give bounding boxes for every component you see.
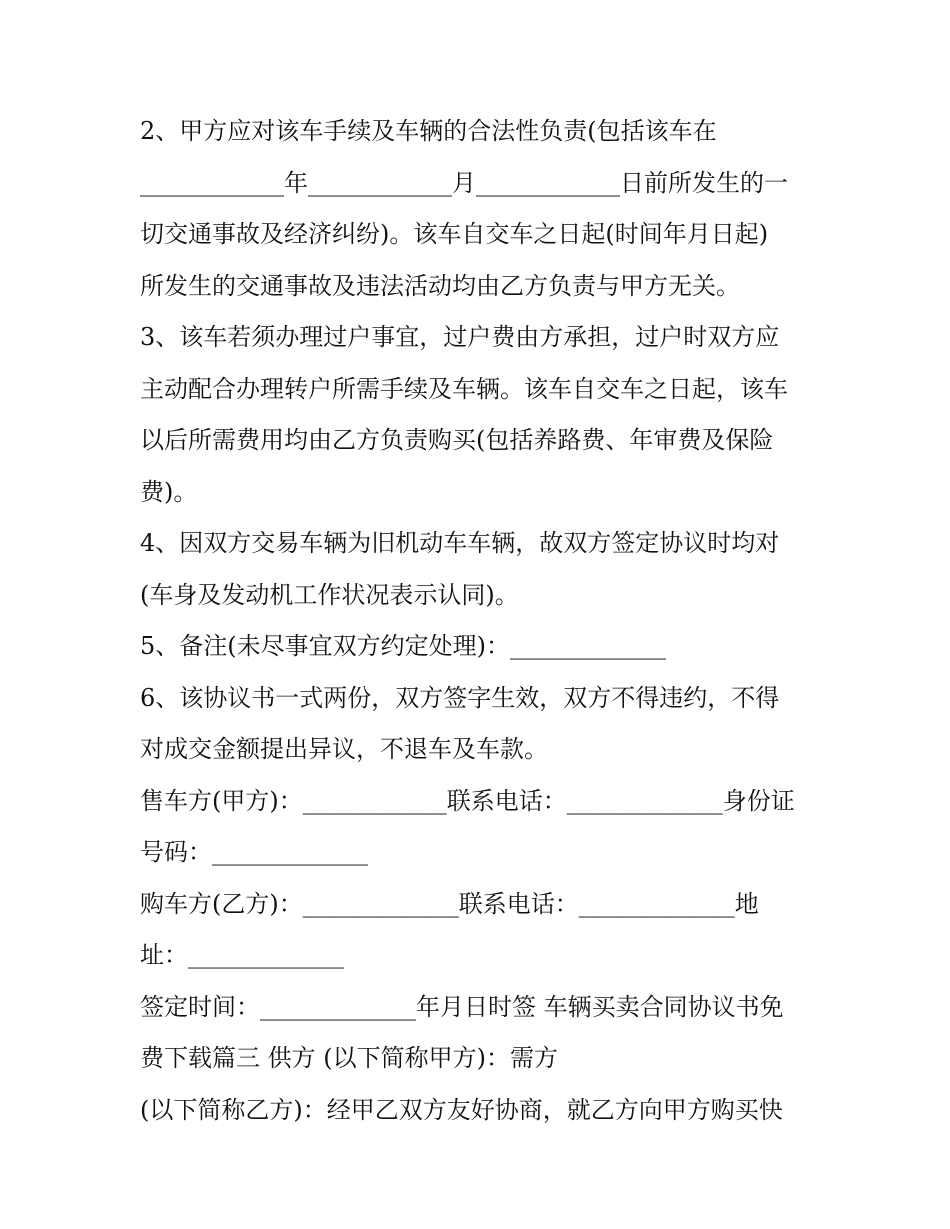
clause-2-line-3: 切交通事故及经济纠纷)。该车自交车之日起(时间年月日起)	[140, 220, 769, 248]
contract-three-intro-line-2: (以下简称乙方)：经甲乙双方友好协商，就乙方向甲方购买快	[140, 1095, 783, 1124]
clause-5-line: 5、备注(未尽事宜双方约定处理)：_____________	[140, 632, 666, 660]
clause-2-line-1: 2、甲方应对该车手续及车辆的合法性负责(包括该车在	[140, 117, 717, 145]
clause-2-line-2: ____________年____________月____________日前所发生的一	[140, 168, 788, 197]
clause-3-line-2: 主动配合办理转户所需手续及车辆。该车自交车之日起，该车	[140, 374, 788, 403]
clause-6-line-2: 对成交金额提出异议，不退车及车款。	[140, 735, 548, 763]
signing-date-line: 签定时间：_____________年月日时签 车辆买卖合同协议书免	[140, 992, 784, 1021]
document-body	[140, 106, 830, 1136]
buyer-info-line-2: 址：_____________	[140, 941, 344, 969]
clause-2-line-4: 所发生的交通事故及违法活动均由乙方负责与甲方无关。	[140, 271, 740, 300]
seller-info-line-1: 售车方(甲方)：____________联系电话：_____________身份证	[140, 786, 795, 815]
buyer-info-line-1: 购车方(乙方)：_____________联系电话：_____________地	[140, 889, 759, 918]
clause-4-line-1: 4、因双方交易车辆为旧机动车车辆，故双方签定协议时均对	[140, 529, 780, 557]
clause-4-line-2: (车身及发动机工作状况表示认同)。	[140, 580, 519, 609]
clause-3-line-4: 费)。	[140, 477, 198, 506]
clause-3-line-3: 以后所需费用均由乙方负责购买(包括养路费、年审费及保险	[140, 426, 774, 454]
clause-6-line-1: 6、该协议书一式两份，双方签字生效，双方不得违约，不得	[140, 683, 780, 712]
seller-info-line-2: 号码：_____________	[140, 838, 368, 866]
clause-3-line-1: 3、该车若须办理过户事宜，过户费由方承担，过户时双方应	[140, 323, 780, 351]
contract-three-intro-line-1: 费下载篇三 供方 (以下简称甲方)：需方	[140, 1044, 558, 1072]
